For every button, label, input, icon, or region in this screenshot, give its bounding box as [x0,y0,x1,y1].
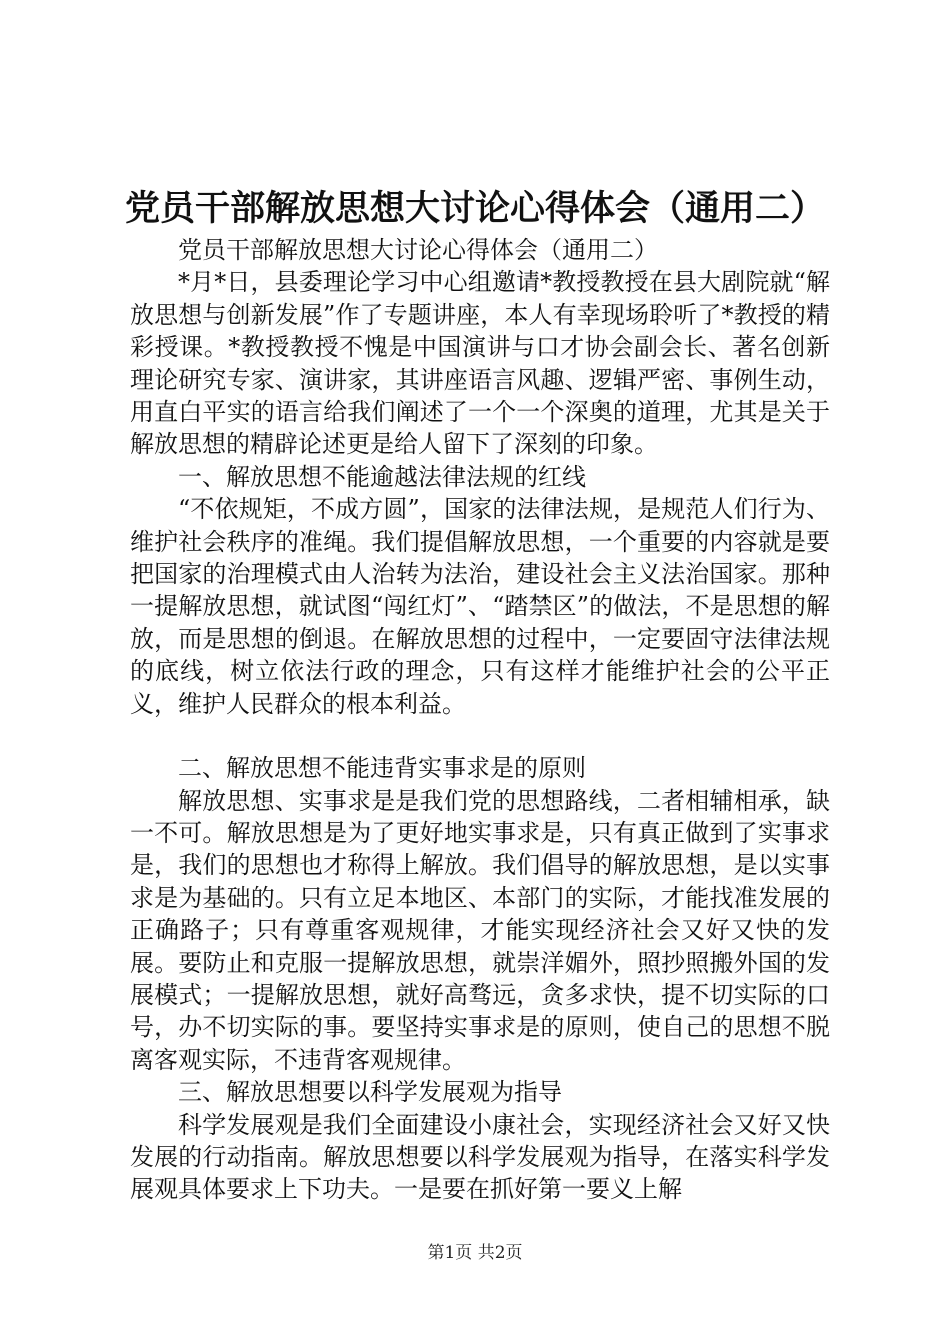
page-number-footer: 第1页 共2页 [427,1243,523,1263]
document-title: 党员干部解放思想大讨论心得体会（通用二） [124,189,825,229]
intro-paragraph: *月*日，县委理论学习中心组邀请*教授教授在县大剧院就“解放思想与创新发展”作了专题讲座，本人有幸现场聆听了*教授的精彩授课。*教授教授不愧是中国演讲与口才协会副会长、著名创新理论研究专家、演讲家，其讲座语言风趣、逻辑严密、事例生动，用直白平实的语言给我们阐述了一个一个深奥的道理，尤其是关于解放思想的精辟论述更是给人留下了深刻的印象。 [130,268,830,459]
section-heading-3: 三、解放思想要以科学发展观为指导 [178,1078,562,1107]
subtitle-paragraph: 党员干部解放思想大讨论心得体会（通用二） [178,236,658,264]
document-body [130,234,830,1206]
section-paragraph-3: 科学发展观是我们全面建设小康社会，实现经济社会又好又快发展的行动指南。解放思想要以科学发展观为指导，在落实科学发展观具体要求上下功夫。一是要在抓好第一要义上解 [130,1110,830,1204]
section-heading-2: 二、解放思想不能违背实事求是的原则 [178,754,586,783]
section-paragraph-2: 解放思想、实事求是是我们党的思想路线，二者相辅相承，缺一不可。解放思想是为了更好地实事求是，只有真正做到了实事求是，我们的思想也才称得上解放。我们倡导的解放思想，是以实事求是为基础的。只有立足本地区、本部门的实际，才能找准发展的正确路子；只有尊重客观规律，才能实现经济社会又好又快的发展。要防止和克服一提解放思想，就崇洋媚外，照抄照搬外国的发展模式；一提解放思想，就好高骛远，贪多求快，提不切实际的口号，办不切实际的事。要坚持实事求是的原则，使自己的思想不脱离客观实际，不违背客观规律。 [130,786,830,1074]
paragraph-spacer [130,720,830,752]
section-heading-1: 一、解放思想不能逾越法律法规的红线 [178,462,586,491]
section-paragraph-1: “不依规矩，不成方圆”，国家的法律法规，是规范人们行为、维护社会秩序的准绳。我们提倡解放思想，一个重要的内容就是要把国家的治理模式由人治转为法治，建设社会主义法治国家。那种一提解放思想，就试图“闯红灯”、“踏禁区”的做法，不是思想的解放，而是思想的倒退。在解放思想的过程中，一定要固守法律法规的底线，树立依法行政的理念，只有这样才能维护社会的公平正义，维护人民群众的根本利益。 [130,495,830,718]
